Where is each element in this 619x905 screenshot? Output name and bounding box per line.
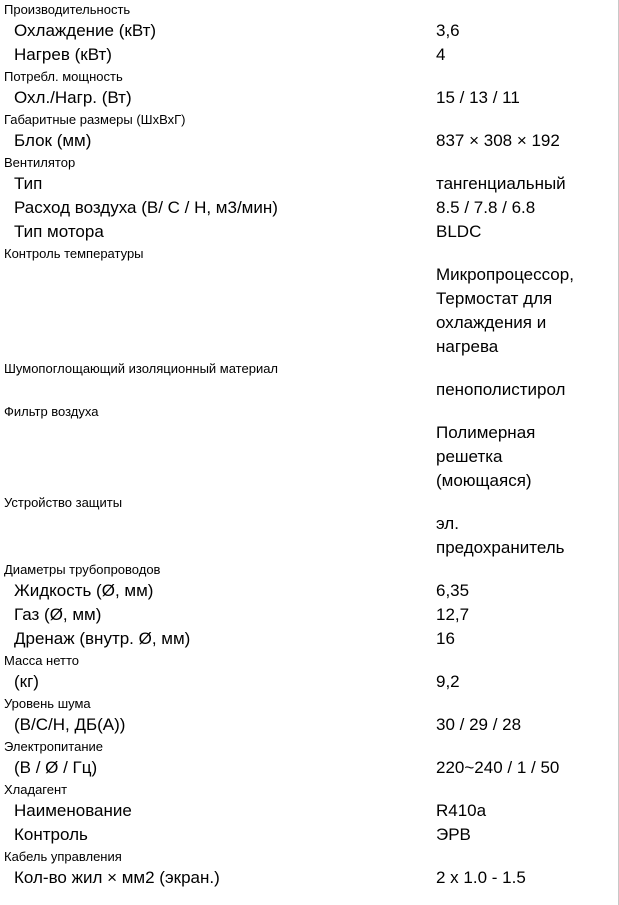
spec-row (0, 43, 618, 67)
section-title: Контроль температуры (4, 246, 144, 261)
spec-value (436, 421, 596, 493)
section-title: Устройство защиты (4, 495, 123, 510)
spec-row (0, 172, 618, 196)
section-title: Диаметры трубопроводов (4, 562, 161, 577)
spec-value-line: 30 / 29 / 28 (436, 715, 522, 734)
section-title: Кабель управления (4, 849, 122, 864)
spec-label: Нагрев (кВт) (14, 45, 112, 64)
spec-row (0, 579, 618, 603)
spec-row (0, 196, 618, 220)
section-title: Уровень шума (4, 696, 91, 711)
spec-value (436, 512, 596, 560)
spec-row (0, 129, 618, 153)
spec-value-line: Микропроцессор, (436, 265, 574, 284)
spec-label: Тип мотора (14, 222, 104, 241)
spec-value-line: (моющаяся) (436, 471, 532, 490)
spec-value (436, 627, 596, 651)
spec-label (0, 378, 436, 402)
spec-value (436, 220, 596, 244)
spec-label: (В/С/Н, ДБ(А)) (14, 715, 126, 734)
spec-label (0, 263, 436, 287)
spec-value-line: 4 (436, 45, 446, 64)
spec-value (436, 713, 596, 737)
section-title: Шумопоглощающий изоляционный материал (4, 361, 279, 376)
spec-value-line: R410a (436, 801, 487, 820)
spec-row (0, 19, 618, 43)
spec-value-line: пенополистирол (436, 380, 566, 399)
spec-label: Наименование (14, 801, 132, 820)
spec-label: Охлаждение (кВт) (14, 21, 157, 40)
spec-value-line: решетка (436, 447, 503, 466)
spec-label: Охл./Нагр. (Вт) (14, 88, 132, 107)
spec-label: Дренаж (внутр. Ø, мм) (14, 629, 191, 648)
spec-value-line: 15 / 13 / 11 (436, 88, 520, 107)
spec-value-line: тангенциальный (436, 174, 566, 193)
spec-row (0, 756, 618, 780)
spec-value-line: BLDC (436, 222, 482, 241)
spec-value-line: предохранитель (436, 538, 565, 557)
spec-row (0, 603, 618, 627)
section-title: Масса нетто (4, 653, 80, 668)
section-title: Производительность (4, 2, 131, 17)
spec-value-line: эл. (436, 514, 459, 533)
spec-label (0, 512, 436, 536)
spec-row (0, 713, 618, 737)
spec-label: Контроль (14, 825, 88, 844)
spec-value-line: 9,2 (436, 672, 460, 691)
spec-value (436, 19, 596, 43)
spec-label (0, 421, 436, 445)
spec-value-line: 837 × 308 × 192 (436, 131, 560, 150)
section-title: Хладагент (4, 782, 68, 797)
section-title: Электропитание (4, 739, 103, 754)
spec-row (0, 421, 618, 493)
spec-value (436, 603, 596, 627)
spec-value (436, 579, 596, 603)
spec-value (436, 756, 596, 780)
spec-row (0, 799, 618, 823)
spec-value-line: охлаждения и (436, 313, 547, 332)
spec-label: Жидкость (Ø, мм) (14, 581, 154, 600)
section-title: Фильтр воздуха (4, 404, 99, 419)
spec-row (0, 378, 618, 402)
spec-row (0, 263, 618, 359)
section-title: Потребл. мощность (4, 69, 123, 84)
spec-value-line: 12,7 (436, 605, 470, 624)
spec-value-line: Термостат для (436, 289, 553, 308)
spec-label: Блок (мм) (14, 131, 92, 150)
spec-value (436, 86, 596, 110)
spec-row (0, 220, 618, 244)
spec-value (436, 799, 596, 823)
section-title: Вентилятор (4, 155, 76, 170)
spec-label: Тип (14, 174, 43, 193)
spec-row (0, 86, 618, 110)
spec-row (0, 627, 618, 651)
spec-row (0, 512, 618, 560)
spec-value-line: нагрева (436, 337, 499, 356)
spec-label: (В / Ø / Гц) (14, 758, 98, 777)
spec-value (436, 172, 596, 196)
spec-value (436, 823, 596, 847)
spec-value-line: 2 x 1.0 - 1.5 (436, 868, 526, 887)
spec-value (436, 43, 596, 67)
spec-value-line: 8.5 / 7.8 / 6.8 (436, 198, 536, 217)
spec-label: (кг) (14, 672, 39, 691)
spec-row (0, 670, 618, 694)
spec-value (436, 263, 596, 359)
spec-value-line: ЭРВ (436, 825, 471, 844)
spec-value (436, 866, 596, 890)
spec-row (0, 866, 618, 890)
spec-value-line: 6,35 (436, 581, 470, 600)
spec-label: Кол-во жил × мм2 (экран.) (14, 868, 220, 887)
spec-value-line: 16 (436, 629, 455, 648)
section-title: Габаритные размеры (ШхВхГ) (4, 112, 186, 127)
spec-value-line: 220~240 / 1 / 50 (436, 758, 560, 777)
spec-label: Газ (Ø, мм) (14, 605, 102, 624)
spec-value (436, 378, 596, 402)
spec-value-line: Полимерная (436, 423, 536, 442)
spec-row (0, 823, 618, 847)
spec-label: Расход воздуха (В/ С / Н, м3/мин) (14, 198, 278, 217)
spec-value (436, 129, 596, 153)
spec-value (436, 670, 596, 694)
spec-value (436, 196, 596, 220)
spec-value-line: 3,6 (436, 21, 460, 40)
